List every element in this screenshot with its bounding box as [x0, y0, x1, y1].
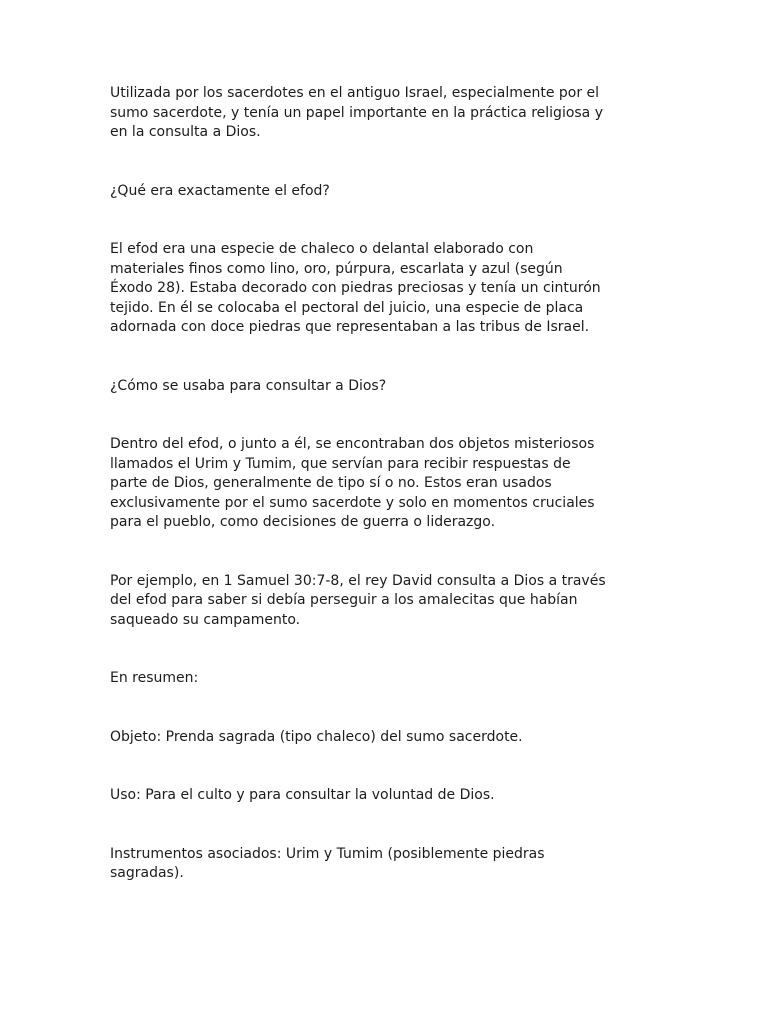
text-line: para el pueblo, como decisiones de guerra o liderazgo.	[110, 514, 496, 530]
summary-item-use	[110, 786, 710, 806]
text-line: llamados el Urim y Tumim, que servían para recibir respuestas de	[110, 455, 571, 472]
text-line: sumo sacerdote, y tenía un papel importante en la práctica religiosa y	[110, 104, 604, 121]
text-line: exclusivamente por el sumo sacerdote y solo en momentos cruciales	[110, 494, 595, 511]
heading-text: ¿Cómo se usaba para consultar a Dios?	[110, 377, 387, 394]
text-line: adornada con doce piedras que representaban a las tribus de Israel.	[110, 319, 590, 335]
text-line: materiales finos como lino, oro, púrpura, escarlata y azul (según	[110, 260, 563, 277]
text-line: Dentro del efod, o junto a él, se encontraban dos objetos misteriosos	[110, 436, 595, 452]
example-paragraph	[110, 572, 710, 631]
text-line: Uso: Para el culto y para consultar la voluntad de Dios.	[110, 787, 495, 803]
heading-text: ¿Qué era exactamente el efod?	[110, 182, 330, 199]
text-line: saqueado su campamento.	[110, 611, 301, 628]
document-page	[110, 84, 710, 923]
text-line: del efod para saber si debía perseguir a los amalecitas que habían	[110, 592, 578, 608]
summary-heading	[110, 669, 710, 689]
text-line: sagradas).	[110, 865, 184, 881]
text-line: en la consulta a Dios.	[110, 124, 261, 140]
text-line: El efod era una especie de chaleco o delantal elaborado con	[110, 241, 534, 257]
text-line: Utilizada por los sacerdotes en el antiguo Israel, especialmente por el	[110, 85, 600, 101]
summary-item-object	[110, 728, 710, 748]
text-line: tejido. En él se colocaba el pectoral del juicio, una especie de placa	[110, 299, 584, 316]
section-heading-how	[110, 377, 710, 397]
explanation-paragraph	[110, 435, 710, 533]
text-line: Objeto: Prenda sagrada (tipo chaleco) del sumo sacerdote.	[110, 728, 523, 745]
section-heading-what	[110, 182, 710, 202]
text-line: parte de Dios, generalmente de tipo sí o no. Estos eran usados	[110, 475, 552, 491]
text-line: Éxodo 28). Estaba decorado con piedras preciosas y tenía un cinturón	[110, 280, 601, 296]
summary-item-instruments	[110, 845, 710, 884]
description-paragraph	[110, 240, 710, 338]
text-line: Por ejemplo, en 1 Samuel 30:7-8, el rey David consulta a Dios a través	[110, 572, 606, 589]
heading-text: En resumen:	[110, 670, 199, 686]
text-line: Instrumentos asociados: Urim y Tumim (posiblemente piedras	[110, 845, 545, 862]
intro-paragraph	[110, 84, 710, 143]
